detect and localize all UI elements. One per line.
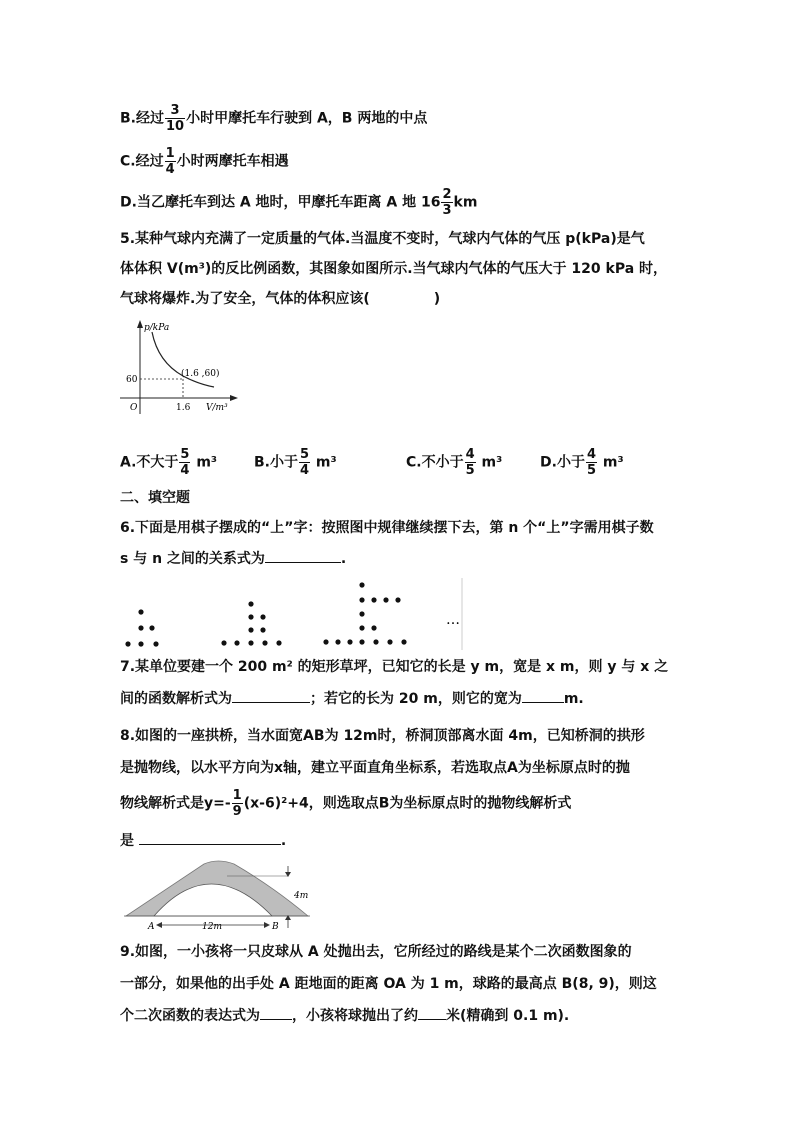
q4-c-num: 1	[165, 146, 175, 161]
q9-line3	[120, 1005, 569, 1026]
q7-answer-blank-1[interactable]	[232, 688, 310, 703]
q4-b-fraction	[165, 103, 185, 134]
q8-line4	[120, 830, 286, 851]
v-axis-arrow	[230, 395, 238, 401]
q9-line1: 9.如图，一小孩将一只皮球从 A 处抛出去，它所经过的路线是某个二次函数图象的	[120, 944, 632, 960]
q7-line2-mid: ；若它的长为 20 m，则它的宽为	[310, 691, 522, 707]
piece	[138, 625, 143, 630]
q4-c-fraction	[165, 146, 176, 177]
piece	[347, 639, 352, 644]
height-label: 4m	[294, 891, 309, 901]
q8-fraction	[232, 788, 243, 819]
q8-line4-post: .	[280, 833, 287, 849]
q9-answer-blank-2[interactable]	[418, 1005, 446, 1020]
q4-d-fraction	[441, 187, 452, 218]
q7-answer-blank-2[interactable]	[522, 688, 564, 703]
q8-line4-pre: 是	[120, 833, 139, 849]
piece	[138, 609, 143, 614]
q7-line1: 7.某单位要建一个 200 m² 的矩形草坪，已知它的长是 y m，宽是 x m，则 y 与 x 之	[120, 659, 669, 675]
q9-line3-pre: 个二次函数的表达式为	[120, 1008, 260, 1024]
q4-b-prefix: B.经过	[120, 110, 164, 127]
piece	[359, 639, 364, 644]
q5-line3-post: )	[433, 291, 441, 307]
q5-d-num: 4	[586, 447, 596, 462]
piece	[248, 627, 253, 632]
q4-c-suffix: 小时两摩托车相遇	[176, 153, 289, 170]
q4-d-prefix: D.当乙摩托车到达 A 地时，甲摩托车距离 A 地	[120, 194, 421, 211]
piece	[359, 625, 364, 630]
q5-option-a	[120, 447, 217, 478]
q8-line3	[120, 788, 571, 819]
chess-pattern-figure	[118, 578, 464, 650]
q5-line2: 体体积 V(m³)的反比例函数，其图象如图所示.当气球内气体的气压大于 120 kPa 时，	[120, 261, 668, 277]
q8-answer-blank[interactable]	[139, 830, 281, 845]
piece	[138, 641, 143, 646]
q5-b-den: 4	[300, 463, 310, 478]
point-label: (1.6 ,60)	[181, 369, 220, 379]
q5-d-fraction	[586, 447, 597, 478]
pattern-1	[125, 609, 158, 646]
q6-answer-blank[interactable]	[265, 548, 341, 563]
point-b-label: B	[272, 922, 279, 932]
pattern-ellipsis: …	[446, 612, 460, 628]
piece	[335, 639, 340, 644]
q5-b-unit: m³	[311, 454, 337, 471]
q6-line1: 6.下面是用棋子摆成的“上”字：按照图中规律继续摆下去，第 n 个“上”字需用棋子数	[120, 520, 654, 536]
q9-answer-blank-1[interactable]	[260, 1005, 292, 1020]
q5-c-den: 5	[465, 463, 475, 478]
q5-c-num: 4	[465, 447, 475, 462]
piece	[234, 640, 239, 645]
q4-c-prefix: C.经过	[120, 153, 164, 170]
q5-d-prefix: D.小于	[540, 454, 585, 471]
q4-d-num: 2	[442, 187, 452, 202]
piece	[401, 639, 406, 644]
pressure-volume-graph	[118, 318, 240, 416]
q4-d-whole: 16	[420, 194, 441, 211]
origin-label: O	[130, 403, 138, 413]
piece	[149, 625, 154, 630]
piece	[387, 639, 392, 644]
q4-c-den: 4	[165, 162, 175, 177]
q5-a-num: 5	[180, 447, 190, 462]
q5-c-unit: m³	[476, 454, 503, 471]
q4-d-suffix: km	[453, 194, 478, 211]
q9-line3-mid: ，小孩将球抛出了约	[292, 1008, 418, 1024]
q4-option-b	[120, 103, 427, 134]
q5-c-prefix: C.不小于	[406, 454, 464, 471]
width-arrow-left	[156, 922, 162, 928]
q5-a-prefix: A.不大于	[120, 454, 179, 471]
q8-num: 1	[232, 788, 242, 803]
piece	[323, 639, 328, 644]
piece	[359, 582, 364, 587]
piece	[260, 614, 265, 619]
q4-option-c	[120, 146, 289, 177]
q5-a-den: 4	[180, 463, 190, 478]
q9-line3-post: 米(精确到 0.1 m).	[446, 1008, 570, 1024]
q7-line2-post: m.	[563, 691, 584, 707]
q8-den: 9	[232, 804, 242, 819]
q4-option-d	[120, 187, 477, 218]
pattern-3	[323, 582, 406, 644]
q7-line2-pre: 间的函数解析式为	[120, 691, 232, 707]
section-heading: 二、填空题	[120, 490, 190, 506]
q5-option-c	[406, 447, 502, 478]
q9-line2: 一部分，如果他的出手处 A 距地面的距离 OA 为 1 m，球路的最高点 B(8, 9)，则这	[120, 976, 657, 992]
piece	[260, 627, 265, 632]
q7-line2	[120, 688, 584, 709]
piece	[359, 597, 364, 602]
q8-line1: 8.如图的一座拱桥，当水面宽AB为 12m时，桥洞顶部离水面 4m，已知桥洞的拱形	[120, 728, 645, 744]
piece	[153, 641, 158, 646]
q5-option-b	[254, 447, 337, 478]
y-tick-label: 60	[126, 375, 138, 385]
piece	[359, 611, 364, 616]
point-a-label: A	[148, 922, 155, 932]
piece	[371, 625, 376, 630]
q4-b-num: 3	[165, 103, 185, 119]
q5-line3-pre: 气球将爆炸.为了安全，气体的体积应该(	[120, 291, 370, 307]
pattern-2	[221, 601, 281, 645]
piece	[276, 640, 281, 645]
q4-b-den: 10	[166, 119, 185, 134]
p-axis-arrow	[137, 320, 143, 328]
q8-line2: 是抛物线，以水平方向为x轴，建立平面直角坐标系，若选取点A为坐标原点时的抛	[120, 760, 630, 776]
q5-line1: 5.某种气球内充满了一定质量的气体.当温度不变时，气球内气体的气压 p(kPa)是气	[120, 231, 645, 247]
q6-line2-pre: s 与 n 之间的关系式为	[120, 551, 265, 567]
q5-a-unit: m³	[191, 454, 218, 471]
piece	[221, 640, 226, 645]
x-tick-label: 1.6	[176, 403, 191, 413]
piece	[373, 639, 378, 644]
x-axis-label: V/m³	[206, 403, 228, 413]
arch-bridge-figure	[122, 856, 312, 934]
q4-b-suffix: 小时甲摩托车行驶到 A，B 两地的中点	[186, 110, 428, 127]
q5-d-den: 5	[586, 463, 596, 478]
q5-d-unit: m³	[598, 454, 624, 471]
piece	[125, 641, 130, 646]
q5-c-fraction	[465, 447, 476, 478]
q5-b-prefix: B.小于	[254, 454, 298, 471]
q6-line2	[120, 548, 346, 569]
q8-line3-pre: 物线解析式是y=-	[120, 795, 231, 812]
piece	[383, 597, 388, 602]
width-label: 12m	[202, 922, 222, 932]
q6-line2-post: .	[340, 551, 347, 567]
piece	[262, 640, 267, 645]
y-axis-label: p/kPa	[144, 323, 170, 333]
q4-d-den: 3	[442, 203, 452, 218]
q5-line3	[120, 289, 440, 309]
q5-b-num: 5	[300, 447, 310, 462]
width-arrow-right	[264, 922, 270, 928]
piece	[371, 597, 376, 602]
q5-a-fraction	[179, 447, 190, 478]
q8-line3-post: (x-6)²+4，则选取点B为坐标原点时的抛物线解析式	[243, 795, 572, 812]
q5-option-d	[540, 447, 624, 478]
q5-b-fraction	[299, 447, 310, 478]
piece	[248, 601, 253, 606]
piece	[248, 640, 253, 645]
piece	[248, 614, 253, 619]
piece	[395, 597, 400, 602]
